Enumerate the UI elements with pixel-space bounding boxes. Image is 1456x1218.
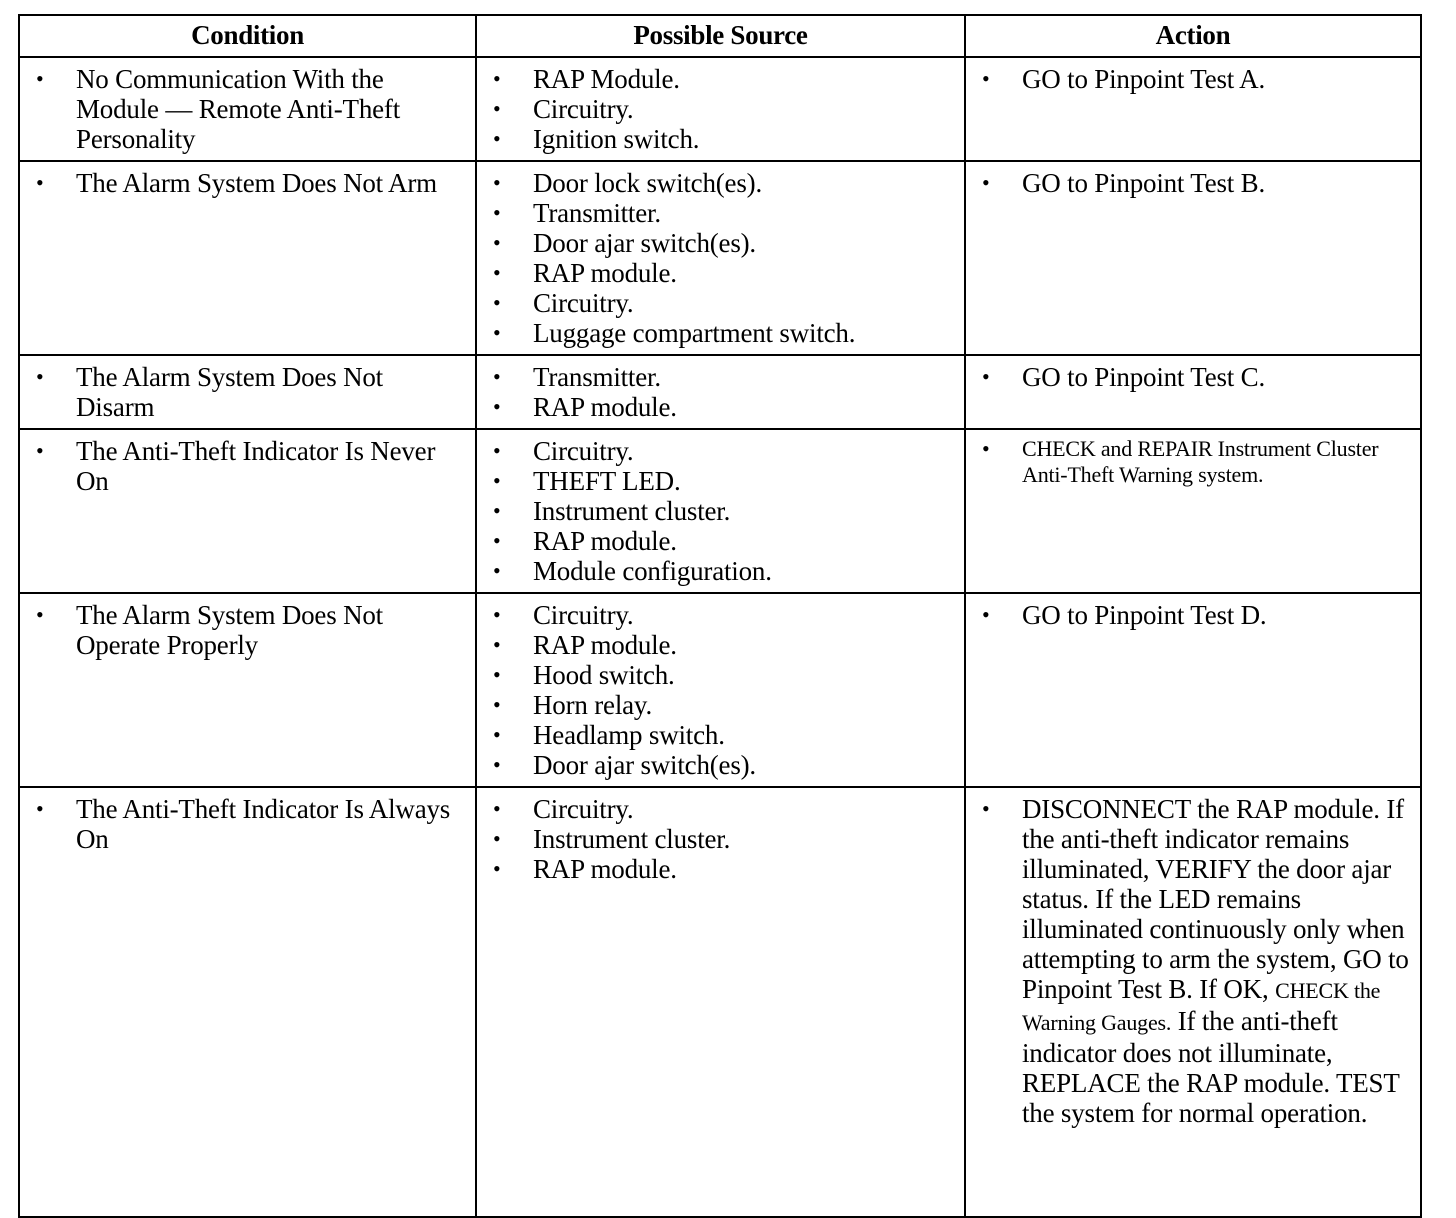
bullet-icon: •	[493, 692, 501, 717]
source-cell	[476, 429, 965, 593]
source-text: RAP module.	[533, 630, 677, 660]
list-item	[485, 660, 956, 690]
header-row	[19, 15, 1421, 57]
list-item	[485, 854, 956, 884]
condition-cell	[19, 355, 476, 429]
action-cell	[965, 787, 1421, 1217]
bullet-icon: •	[982, 796, 990, 821]
bullet-icon: •	[36, 438, 44, 463]
bullet-icon: •	[493, 96, 501, 121]
list-item	[485, 258, 956, 288]
bullet-icon: •	[982, 66, 990, 91]
list-item	[485, 496, 956, 526]
bullet-icon: •	[493, 632, 501, 657]
condition-text: No Communication With the Module — Remote Anti-Theft Personality	[76, 64, 400, 154]
list-item	[485, 362, 956, 392]
source-text: Circuitry.	[533, 94, 634, 124]
table-row	[19, 593, 1421, 787]
action-text: GO to Pinpoint Test B.	[1022, 168, 1265, 198]
list-item	[28, 362, 467, 422]
bullet-icon: •	[493, 260, 501, 285]
list-item	[485, 690, 956, 720]
table-row	[19, 57, 1421, 161]
source-text: Headlamp switch.	[533, 720, 725, 750]
condition-cell	[19, 593, 476, 787]
bullet-icon: •	[982, 602, 990, 627]
source-text: Module configuration.	[533, 556, 772, 586]
list-item	[485, 288, 956, 318]
symptom-chart-table	[18, 14, 1422, 1218]
source-text: Door lock switch(es).	[533, 168, 762, 198]
source-text: RAP module.	[533, 392, 677, 422]
list-item	[485, 630, 956, 660]
bullet-icon: •	[982, 436, 990, 461]
condition-cell	[19, 57, 476, 161]
list-item	[974, 362, 1412, 392]
source-cell	[476, 161, 965, 355]
bullet-icon: •	[493, 290, 501, 315]
list-item	[28, 168, 467, 198]
action-text: GO to Pinpoint Test C.	[1022, 362, 1265, 392]
table-row	[19, 787, 1421, 1217]
bullet-icon: •	[493, 558, 501, 583]
source-cell	[476, 57, 965, 161]
action-text: GO to Pinpoint Test A.	[1022, 64, 1265, 94]
list-item	[485, 198, 956, 228]
bullet-icon: •	[493, 320, 501, 345]
bullet-icon: •	[493, 752, 501, 777]
list-item	[28, 794, 467, 854]
list-item	[485, 750, 956, 780]
source-text: RAP module.	[533, 854, 677, 884]
header-condition: Condition	[19, 15, 476, 57]
table-row	[19, 161, 1421, 355]
action-text-part3: If the anti-theft indicator does not illuminate, REPLACE the RAP module. TEST the system for normal operation.	[1022, 1006, 1400, 1128]
action-text: CHECK and REPAIR Instrument Cluster Anti-Theft Warning system.	[1022, 436, 1379, 487]
source-text: THEFT LED.	[533, 466, 681, 496]
table-row	[19, 429, 1421, 593]
bullet-icon: •	[493, 602, 501, 627]
source-cell	[476, 593, 965, 787]
list-item	[485, 556, 956, 586]
source-text: Circuitry.	[533, 794, 634, 824]
action-cell	[965, 57, 1421, 161]
list-item	[28, 600, 467, 660]
list-item	[485, 720, 956, 750]
source-text: RAP Module.	[533, 64, 680, 94]
list-item	[485, 228, 956, 258]
bullet-icon: •	[36, 796, 44, 821]
condition-text: The Alarm System Does Not Arm	[76, 168, 437, 198]
list-item	[485, 318, 956, 348]
action-cell	[965, 429, 1421, 593]
diagnostic-table-container	[18, 14, 1420, 1218]
list-item	[485, 600, 956, 630]
source-cell	[476, 355, 965, 429]
action-text-part2: CHECK the Warning Gauges.	[1022, 978, 1381, 1035]
bullet-icon: •	[982, 170, 990, 195]
condition-text: The Anti-Theft Indicator Is Never On	[76, 436, 436, 496]
bullet-icon: •	[493, 528, 501, 553]
bullet-icon: •	[36, 602, 44, 627]
list-item	[28, 64, 467, 154]
list-item	[28, 436, 467, 496]
bullet-icon: •	[493, 722, 501, 747]
bullet-icon: •	[493, 662, 501, 687]
list-item	[974, 794, 1412, 1128]
bullet-icon: •	[493, 498, 501, 523]
source-text: Luggage compartment switch.	[533, 318, 856, 348]
bullet-icon: •	[36, 170, 44, 195]
bullet-icon: •	[982, 364, 990, 389]
action-text: GO to Pinpoint Test D.	[1022, 600, 1267, 630]
condition-cell	[19, 787, 476, 1217]
bullet-icon: •	[493, 66, 501, 91]
condition-text: The Alarm System Does Not Operate Properly	[76, 600, 383, 660]
list-item	[485, 526, 956, 556]
list-item	[974, 64, 1412, 94]
list-item	[485, 392, 956, 422]
source-text: Circuitry.	[533, 600, 634, 630]
source-text: Hood switch.	[533, 660, 675, 690]
table-row	[19, 355, 1421, 429]
list-item	[974, 600, 1412, 630]
bullet-icon: •	[36, 66, 44, 91]
source-text: Circuitry.	[533, 288, 634, 318]
source-text: Door ajar switch(es).	[533, 228, 756, 258]
list-item	[485, 64, 956, 94]
source-text: Circuitry.	[533, 436, 634, 466]
source-text: Door ajar switch(es).	[533, 750, 756, 780]
source-text: Horn relay.	[533, 690, 652, 720]
list-item	[485, 436, 956, 466]
list-item	[974, 436, 1412, 488]
source-text: RAP module.	[533, 258, 677, 288]
bullet-icon: •	[493, 438, 501, 463]
source-text: Instrument cluster.	[533, 496, 731, 526]
bullet-icon: •	[493, 126, 501, 151]
header-action: Action	[965, 15, 1421, 57]
bullet-icon: •	[493, 856, 501, 881]
condition-text: The Anti-Theft Indicator Is Always On	[76, 794, 451, 854]
bullet-icon: •	[493, 796, 501, 821]
bullet-icon: •	[493, 200, 501, 225]
source-text: Ignition switch.	[533, 124, 700, 154]
list-item	[485, 824, 956, 854]
bullet-icon: •	[493, 170, 501, 195]
list-item	[485, 124, 956, 154]
bullet-icon: •	[493, 394, 501, 419]
list-item	[485, 466, 956, 496]
bullet-icon: •	[493, 826, 501, 851]
source-cell	[476, 787, 965, 1217]
action-cell	[965, 161, 1421, 355]
condition-cell	[19, 161, 476, 355]
source-text: Instrument cluster.	[533, 824, 731, 854]
list-item	[974, 168, 1412, 198]
source-text: Transmitter.	[533, 198, 661, 228]
bullet-icon: •	[36, 364, 44, 389]
condition-text: The Alarm System Does Not Disarm	[76, 362, 383, 422]
action-text-part1: DISCONNECT the RAP module. If the anti-theft indicator remains illuminated, VERIFY the door ajar status. If the LED remains illuminated continuously only when attempting to arm the system, GO to Pinpoint Test B. If OK,	[1022, 794, 1409, 1004]
header-possible-source: Possible Source	[476, 15, 965, 57]
list-item	[485, 94, 956, 124]
condition-cell	[19, 429, 476, 593]
source-text: RAP module.	[533, 526, 677, 556]
source-text: Transmitter.	[533, 362, 661, 392]
action-cell	[965, 593, 1421, 787]
list-item	[485, 794, 956, 824]
action-cell	[965, 355, 1421, 429]
bullet-icon: •	[493, 468, 501, 493]
bullet-icon: •	[493, 230, 501, 255]
list-item	[485, 168, 956, 198]
bullet-icon: •	[493, 364, 501, 389]
